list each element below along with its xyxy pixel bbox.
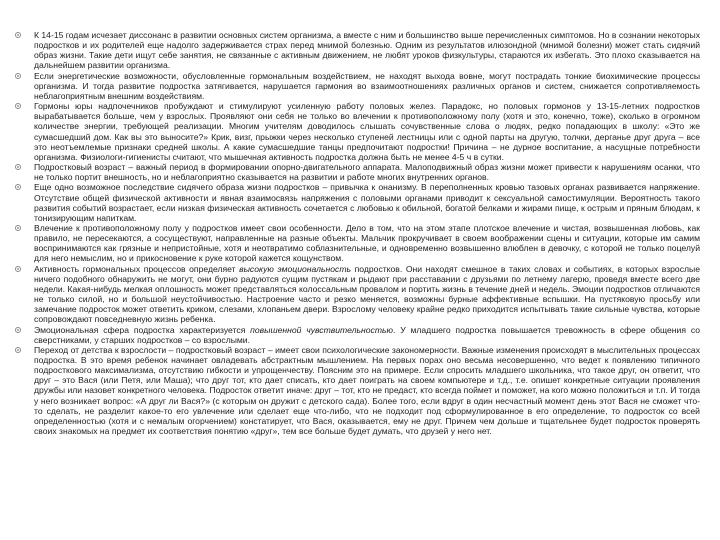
item-text-post: . У младшего подростка повышается тревожность в сфере общения со сверстниками, у старших подростков – со взрослыми. — [34, 324, 701, 345]
item-text: Если энергетические возможности, обусловленные гормональным воздействием, не находят выхода вовне, могут пострадать тонкие биохимические процессы организма. И тогда развитие подростка затягивается, нарушается гармония во взаимоотношениях различных органов и систем, снижается сопротивляемость неблагоприятным внешним воздействиям. — [34, 70, 700, 101]
bullet-icon — [15, 184, 21, 190]
item-text: К 14-15 годам исчезает диссонанс в развитии основных систем организма, а вместе с ним и большинство выше перечисленных симптомов. Но в сознании некоторых подростков и их родителей еще надолго задерживается страх перед мнимой болезнью. Одним из результатов илюзондной (мнимой болезни) может стать сидячий образ жизни. Такие дети ищут себе занятия, не связанные с активным движением, не любят уроков физкультуры, стараются их избегать. Это плохо сказывается на дальнейшем развитии организма. — [34, 30, 700, 71]
list-item — [12, 345, 700, 436]
bullet-list — [12, 30, 700, 436]
item-text: Подростковый возраст – важный период в формировании опорно-двигательного аппарата. Малоподвижный образ жизни может привести к нарушениям осанки, что не только портит внешность, но и неблагоприятно сказывается на развитии и работе многих внутренних органов. — [34, 162, 700, 183]
item-text: Гормоны юры надпочечников пробуждают и стимулируют усиленную работу половых желез. Парадокс, но половых гормонов у 13-15-летних подростков вырабатывается больше, чем у взрослых. Проявляют они себя не только во влечении к противоположному полу (хотя и это, конечно, тоже), сколько в огромном количестве энергии, требующей реализации. Многим учителям доводилось слышать сочувственные слова о людях, редко попадающих в школу: «Это же сумасшедший дом. Как вы это выносите?» Крик, визг, прыжки через несколько ступеней лестницы или с одной парты на другую, толчки, дерганье друг друга – все это неотъемлемые признаки средней школы. А какие сумасшедшие танцы предпочитают подростки! Причина – не дурное воспитание, а насущные потребности организма. Физиологи-гигиенисты считают, что мышечная активность подростка должна быть не менее 4-5 ч в сутки. — [34, 101, 700, 162]
item-text: Еще одно возможное последствие сидячего образа жизни подростков – привычка к онанизму. В переполненных кровью тазовых органах развивается напряжение. Отсутствие общей физической активности и явная взаимосвязь напряжения с половыми органами приводит к сексуальной самостимуляции. Вероятность такого развития событий возрастает, если низкая физическая активность сочетается с любовью к обильной, богатой белками и жирами пище, к острым и пряным блюдам, к тонизирующим напиткам. — [34, 182, 700, 223]
list-item — [12, 223, 700, 264]
list-item — [12, 71, 700, 101]
bullet-icon — [15, 225, 21, 231]
list-item — [12, 101, 700, 162]
item-text-emphasis: высокую эмоциональность — [239, 263, 352, 274]
bullet-icon — [15, 347, 21, 353]
list-item — [12, 325, 700, 345]
list-item — [12, 30, 700, 71]
bullet-icon — [15, 32, 21, 38]
bullet-icon — [15, 327, 21, 333]
item-text: Влечение к противоположному полу у подростков имеет свои особенности. Дело в том, что на этом этапе плотское влечение и чистая, возвышенная любовь, как правило, не пересекаются, а сосуществуют, направленные на разные объекты. Мальчик прокручивает в своем воображении сцены и ситуации, которые им самим воспринимаются как грязные и непристойные, хотя и неотвратимо соблазнительные, и одновременно возвышенно влюблен в девочку, с которой не только поцелуй для него немыслим, но и прикосновение к руке которой кажется кощунством. — [34, 222, 700, 264]
bullet-icon — [15, 164, 21, 170]
list-item — [12, 182, 700, 223]
item-text: Переход от детства к взрослости – подростковый возраст – имеет свои психологические закономерности. Важные изменения происходят в мыслительных процессах подростка. В это время ребенок начинает овладевать абстрактным мышлением. На первых порах оно весьма несовершенно, что ведет к появлению типичного подросткового максимализма, отсутствию гибкости и упрощенчеству. Поясним это на примере. Если спросить младшего школьника, что такое друг, он ответит, что друг – это Вася (или Петя, или Маша); что друг тот, кто дает списать, кто дает поиграть на своем компьютере и т.д., т.е. опишет конкретные ситуации проявления дружбы или назовет конкретного человека. Подросток ответит иначе: друг – тот, кто не предаст, кто всегда поймет и поможет, на кого можно положиться и т.п. И тогда у него возникает вопрос: «А друг ли Вася?» (с которым он дружит с детского сада). Более того, если вдруг в один несчастный момент день этот Вася не сможет что-то сделать, не разделит какое-то его увлечение или сделает еще что-либо, что не подходит под сформулированное в его определение, то подросток со всей определенностью (хотя и с немалым огорчением) констатирует, что Вася, оказывается, ему не друг. Причем чем дольше и тщательнее будет подросток проверять своих знакомых на предмет их соответствия понятию «друг», тем все больше будет думать, что друзей у него нет. — [34, 344, 700, 437]
item-text-emphasis: повышенной чувствительностью — [250, 324, 393, 335]
bullet-icon — [15, 73, 21, 79]
item-text-pre: Эмоциональная сфера подростка характеризуется — [34, 324, 251, 335]
item-text-pre: Активность гормональных процессов определяет — [34, 263, 240, 274]
list-item — [12, 264, 700, 325]
bullet-icon — [15, 103, 21, 109]
bullet-icon — [15, 266, 21, 272]
list-item — [12, 162, 700, 182]
item-text-post: подростков. Они находят смешное в таких словах и событиях, в которых взрослые ничего подобного обнаружить не могут, они бурно радуются сущим пустякам и рыдают при расставании с друзьями по летнему лагерю, проведя вместе всего две недели. Какая-нибудь мелкая оплошность может представляться колоссальным провалом и портить жизнь в течение дней и недель. Эмоции подростков отличаются не только силой, но и большой неустойчивостью. Настроение часто и резко меняется, возможны бурные аффективные вспышки. На пустяковую просьбу или замечание подросток может ответить криком, слезами, хлопаньем двери. Взрослому человеку крайне редко приходится испытывать такие сильные чувства, которые сопровождают повседневную жизнь ребенка. — [34, 263, 700, 325]
